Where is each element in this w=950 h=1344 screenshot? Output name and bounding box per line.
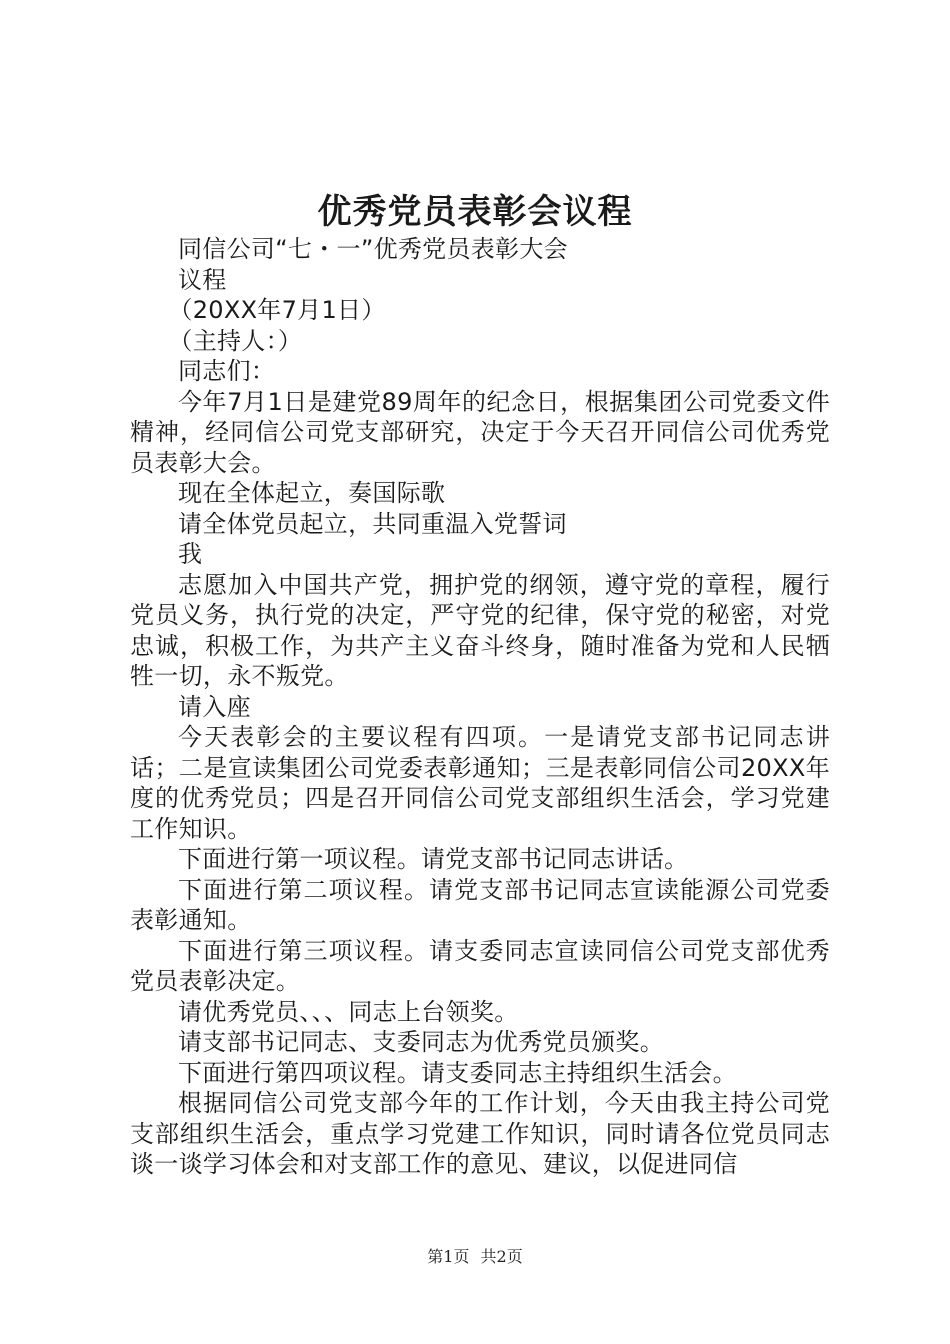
paragraph: 同志们： bbox=[178, 357, 276, 385]
paragraph: 根据同信公司党支部今年的工作计划，今天由我主持公司党支部组织生活会，重点学习党建工作知识，同时请各位党员同志谈一谈学习体会和对支部工作的意见、建议，以促进同信 bbox=[130, 1089, 830, 1178]
page-number: 第1页 bbox=[427, 1247, 470, 1266]
paragraph: （20XX年7月1日） bbox=[168, 296, 386, 324]
paragraph: 志愿加入中国共产党，拥护党的纲领，遵守党的章程，履行党员义务，执行党的决定，严守党的纪律，保守党的秘密，对党忠诚，积极工作，为共产主义奋斗终身，随时准备为党和人民牺牲一切，永不叛党。 bbox=[130, 570, 830, 690]
paragraph: （主持人：） bbox=[168, 326, 303, 355]
paragraph: 下面进行第二项议程。请党支部书记同志宣读能源公司党委表彰通知。 bbox=[130, 875, 830, 934]
paragraph: 请优秀党员、、、同志上台领奖。 bbox=[178, 997, 519, 1026]
paragraph: 请支部书记同志、支委同志为优秀党员颁奖。 bbox=[178, 1028, 664, 1056]
paragraph: 同信公司“七・一”优秀党员表彰大会 bbox=[178, 235, 568, 263]
paragraph: 我 bbox=[178, 540, 203, 568]
paragraph: 下面进行第三项议程。请支委同志宣读同信公司党支部优秀党员表彰决定。 bbox=[130, 936, 830, 995]
paragraph: 请入座 bbox=[178, 692, 251, 721]
paragraph: 请全体党员起立，共同重温入党誓词 bbox=[178, 509, 567, 538]
page-footer bbox=[0, 1244, 950, 1267]
paragraph: 今天表彰会的主要议程有四项。一是请党支部书记同志讲话；二是宣读集团公司党委表彰通知；三是表彰同信公司20XX年度的优秀党员；四是召开同信公司党支部组织生活会，学习党建工作知识。 bbox=[130, 723, 830, 843]
paragraph: 议程 bbox=[178, 265, 227, 294]
paragraph: 下面进行第四项议程。请支委同志主持组织生活会。 bbox=[178, 1058, 737, 1087]
page-total: 共2页 bbox=[480, 1247, 523, 1266]
paragraph: 现在全体起立，奏国际歌 bbox=[178, 479, 446, 507]
document-body bbox=[130, 234, 830, 1180]
paragraph: 今年7月1日是建党89周年的纪念日，根据集团公司党委文件精神，经同信公司党支部研究，决定于今天召开同信公司优秀党员表彰大会。 bbox=[130, 387, 830, 477]
document-title: 优秀党员表彰会议程 bbox=[317, 192, 633, 232]
paragraph: 下面进行第一项议程。请党支部书记同志讲话。 bbox=[178, 845, 689, 873]
